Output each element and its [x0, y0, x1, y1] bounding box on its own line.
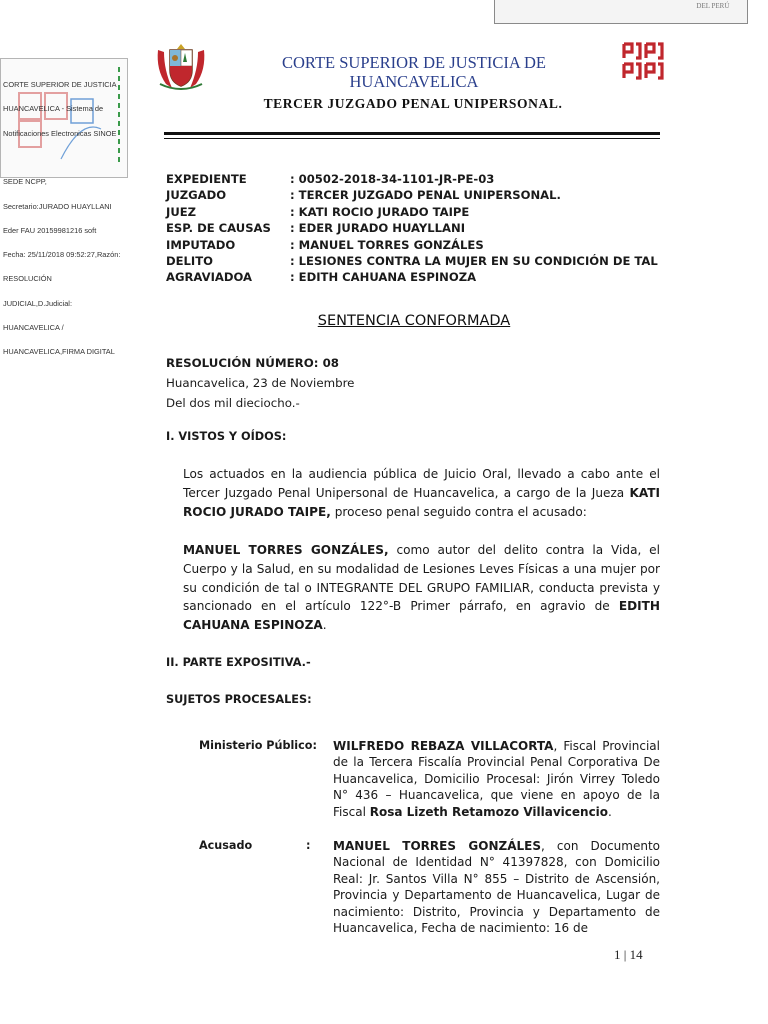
signature-text — [3, 65, 120, 373]
top-stamp-logo-line: DEL PERÚ — [696, 2, 730, 10]
assisting-prosecutor-name: Rosa Lizeth Retamozo Villavicencio — [369, 804, 609, 819]
paragraph-acusado — [183, 541, 660, 635]
signature-line: JUDICIAL,D.Judicial: — [3, 298, 72, 308]
case-info-block — [166, 171, 658, 286]
top-signature-stamp — [494, 0, 748, 24]
section-heading-sujetos: SUJETOS PROCESALES: — [166, 693, 312, 706]
party-text: . — [608, 804, 612, 819]
party-text-ministerio — [333, 738, 660, 820]
case-info-value: : 00502-2018-34-1101-JR-PE-03 — [290, 172, 495, 186]
case-info-row — [166, 204, 658, 220]
victim-name: EDITH CAHUANA ESPINOZA — [183, 599, 660, 633]
case-info-label: IMPUTADO — [166, 237, 236, 252]
court-name-line2: HUANCAVELICA — [349, 72, 479, 91]
party-label-acusado: Acusado — [199, 839, 253, 852]
resolution-block — [166, 353, 354, 413]
paragraph-vistos — [183, 465, 660, 521]
paragraph-text: como autor del delito contra la Vida, el Cuerpo y la Salud, en su modalidad de Lesiones Leves Físicas a una mujer por su condición de tal o INTEGRANTE DEL GRUPO FAMILIAR, conducta prevista y sancionado en el artículo 122°-B Primer párrafo, en agravio de — [183, 543, 660, 614]
peru-coat-of-arms-icon — [154, 40, 208, 92]
case-info-row — [166, 220, 658, 236]
judicial-logo-small — [685, 0, 741, 11]
case-info-row — [166, 253, 658, 269]
signature-line: Notificaciones Electronicas SINOE — [3, 128, 117, 138]
case-info-value: : TERCER JUZGADO PENAL UNIPERSONAL. — [290, 188, 561, 203]
signature-line: HUANCAVELICA / — [3, 323, 64, 332]
accused-name: MANUEL TORRES GONZÁLES — [333, 839, 541, 853]
paragraph-text: Los actuados en la audiencia pública de Juicio Oral, llevado a cabo ante el Tercer Juzgado Penal Unipersonal de Huancavelica, a cargo de la Jueza — [183, 467, 660, 500]
case-info-label: ESP. DE CAUSAS — [166, 221, 271, 236]
court-name — [262, 53, 566, 91]
court-subtitle: TERCER JUZGADO PENAL UNIPERSONAL. — [263, 96, 563, 111]
signature-line: CORTE SUPERIOR DE JUSTICIA — [3, 80, 117, 90]
case-info-row — [166, 269, 658, 285]
party-text: , con Documento Nacional de Identidad N° 41397828, con Domicilio Real: Jr. Santos Villa N° 855 – Distrito de Ascensión, Provincia y Departamento de Huancavelica, Lugar de nacimiento: Distrito, Provincia y Departamento de Huancavelica, Fecha de nacimiento: 16 de — [333, 839, 660, 936]
prosecutor-name: WILFREDO REBAZA VILLACORTA — [333, 739, 554, 753]
header-divider-thin — [164, 138, 660, 139]
section-heading-vistos: I. VISTOS Y OÍDOS: — [166, 430, 287, 443]
resolution-number: RESOLUCIÓN NÚMERO: 08 — [166, 356, 340, 370]
section-heading-expositiva: II. PARTE EXPOSITIVA.- — [166, 656, 311, 669]
paragraph-text: . — [322, 618, 327, 633]
judge-name: KATI ROCIO JURADO TAIPE, — [183, 485, 660, 519]
case-info-row — [166, 237, 658, 253]
digital-signature-stamp — [0, 58, 128, 357]
signature-line: SEDE NCPP, — [3, 177, 47, 187]
case-info-value: : EDER JURADO HUAYLLANI — [290, 221, 466, 236]
case-info-row — [166, 171, 658, 187]
party-colon: : — [306, 839, 311, 852]
case-info-value: : MANUEL TORRES GONZÁLES — [290, 237, 484, 252]
case-info-label: JUZGADO — [166, 188, 227, 203]
signature-line: Secretario:JURADO HUAYLLANI — [3, 201, 112, 211]
page-number: 1 | 14 — [614, 947, 643, 962]
document-title: SENTENCIA CONFORMADA — [317, 313, 511, 329]
date-line: Huancavelica, 23 de Noviembre — [166, 376, 355, 390]
party-text: , Fiscal Provincial de la Tercera Fiscalía Provincial Penal Corporativa De Huancavelica, Domicilio Procesal: Jirón Virrey Toledo N° 436 – Huancavelica, que viene en apoyo de la Fiscal — [333, 739, 660, 819]
signature-line: Eder FAU 20159981216 soft — [3, 225, 97, 235]
party-label-ministerio: Ministerio Público: — [199, 739, 317, 752]
court-name-line1: CORTE SUPERIOR DE JUSTICIA DE — [282, 53, 546, 72]
case-info-row — [166, 187, 658, 203]
signature-line — [3, 154, 120, 162]
case-info-value: : KATI ROCIO JURADO TAIPE — [290, 204, 470, 219]
case-info-value: : LESIONES CONTRA LA MUJER EN SU CONDICIÓN DE TAL — [290, 253, 658, 268]
header-divider — [164, 132, 660, 135]
signature-line: RESOLUCIÓN — [3, 274, 52, 284]
date-line: Del dos mil dieciocho.- — [166, 396, 300, 410]
party-text-acusado — [333, 838, 660, 936]
signature-line: HUANCAVELICA - Sistema de — [3, 104, 104, 114]
case-info-label: JUEZ — [166, 204, 197, 219]
paragraph-text: proceso penal seguido contra el acusado: — [330, 504, 587, 519]
case-info-label: EXPEDIENTE — [166, 172, 247, 186]
case-info-value: : EDITH CAHUANA ESPINOZA — [290, 270, 477, 285]
case-info-label: DELITO — [166, 253, 214, 268]
poder-judicial-logo-icon — [622, 40, 666, 82]
case-info-label: AGRAVIADOA — [166, 270, 253, 285]
signature-line: HUANCAVELICA,FIRMA DIGITAL — [3, 347, 115, 357]
signature-line: Fecha: 25/11/2018 09:52:27,Razón: — [3, 250, 121, 260]
accused-name: MANUEL TORRES GONZÁLES, — [183, 543, 389, 557]
